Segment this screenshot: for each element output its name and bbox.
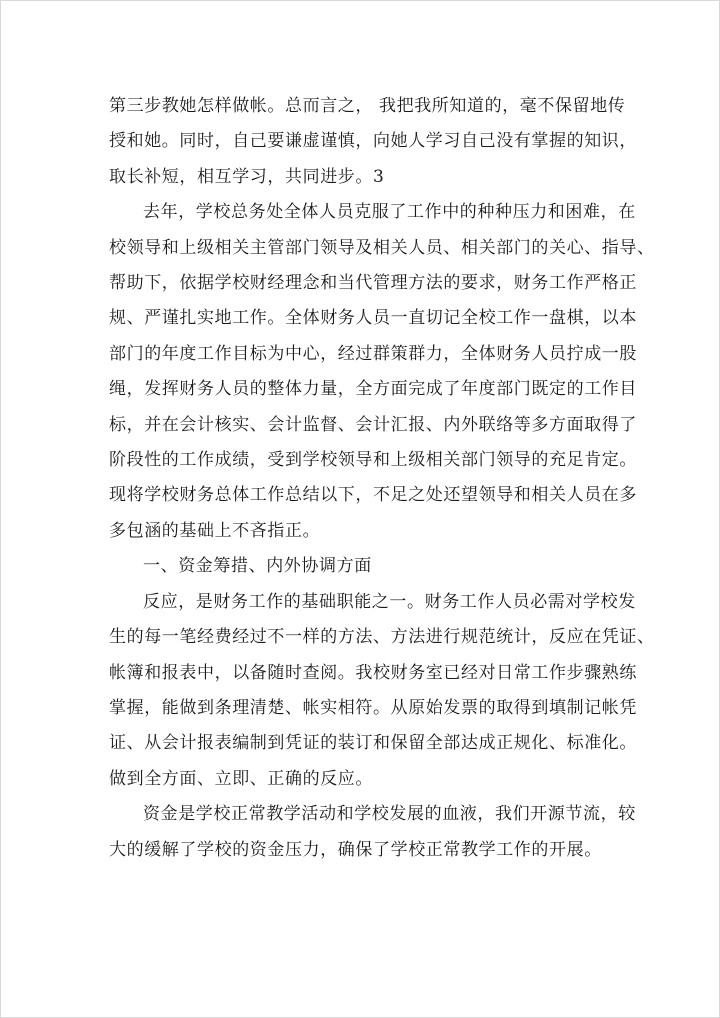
text-line: 阶段性的工作成绩，受到学校领导和上级相关部门领导的充足肯定。	[109, 450, 637, 471]
text-line: 帮助下，依据学校财经理念和当代管理方法的要求，财务工作严格正	[109, 273, 637, 294]
text-line: 证、从会计报表编制到凭证的装订和保留全部达成正规化、标准化。	[109, 733, 637, 754]
heading-line: 一、资金筹措、内外协调方面	[143, 556, 372, 577]
paragraph-3	[109, 585, 655, 797]
text-line: 生的每一笔经费经过不一样的方法、方法进行规范统计，反应在凭证、	[109, 627, 655, 648]
paragraph-1	[109, 89, 637, 195]
text-line: 帐簿和报表中，以备随时查阅。我校财务室已经对日常工作步骤熟练	[109, 662, 637, 683]
text-line: 校领导和上级相关主管部门领导及相关人员、相关部门的关心、指导、	[109, 237, 655, 258]
section-heading	[109, 549, 609, 584]
text-line: 取长补短，相互学习，共同进步。3	[109, 166, 385, 187]
text-line: 去年，学校总务处全体人员克服了工作中的种种压力和困难，在	[143, 202, 636, 223]
text-line: 绳，发挥财务人员的整体力量，全方面完成了年度部门既定的工作目	[109, 379, 637, 400]
text-line: 掌握，能做到条理清楚、帐实相符。从原始发票的取得到填制记帐凭	[109, 697, 637, 718]
text-line: 规、严谨扎实地工作。全体财务人员一直切记全校工作一盘棋，以本	[109, 308, 637, 329]
text-line: 多包涵的基础上不吝指正。	[109, 520, 321, 541]
text-line: 现将学校财务总体工作总结以下，不足之处还望领导和相关人员在多	[109, 485, 637, 506]
paragraph-4	[109, 797, 636, 868]
paragraph-2	[109, 195, 655, 549]
text-line: 做到全方面、立即、正确的反应。	[109, 768, 373, 789]
text-line: 反应，是财务工作的基础职能之一。财务工作人员必需对学校发	[143, 591, 636, 612]
text-line: 标，并在会计核实、会计监督、会计汇报、内外联络等多方面取得了	[109, 414, 637, 435]
text-line: 部门的年度工作目标为中心，经过群策群力，全体财务人员拧成一股	[109, 343, 637, 364]
text-line: 大的缓解了学校的资金压力，确保了学校正常教学工作的开展。	[109, 839, 602, 860]
text-line: 第三步教她怎样做帐。总而言之， 我把我所知道的，毫不保留地传	[109, 96, 626, 116]
text-line: 资金是学校正常教学活动和学校发展的血液，我们开源节流，较	[143, 804, 636, 825]
text-line: 授和她。同时，自己要谦虚谨慎，向她人学习自己没有掌握的知识，	[109, 131, 637, 152]
document-body	[109, 89, 655, 868]
